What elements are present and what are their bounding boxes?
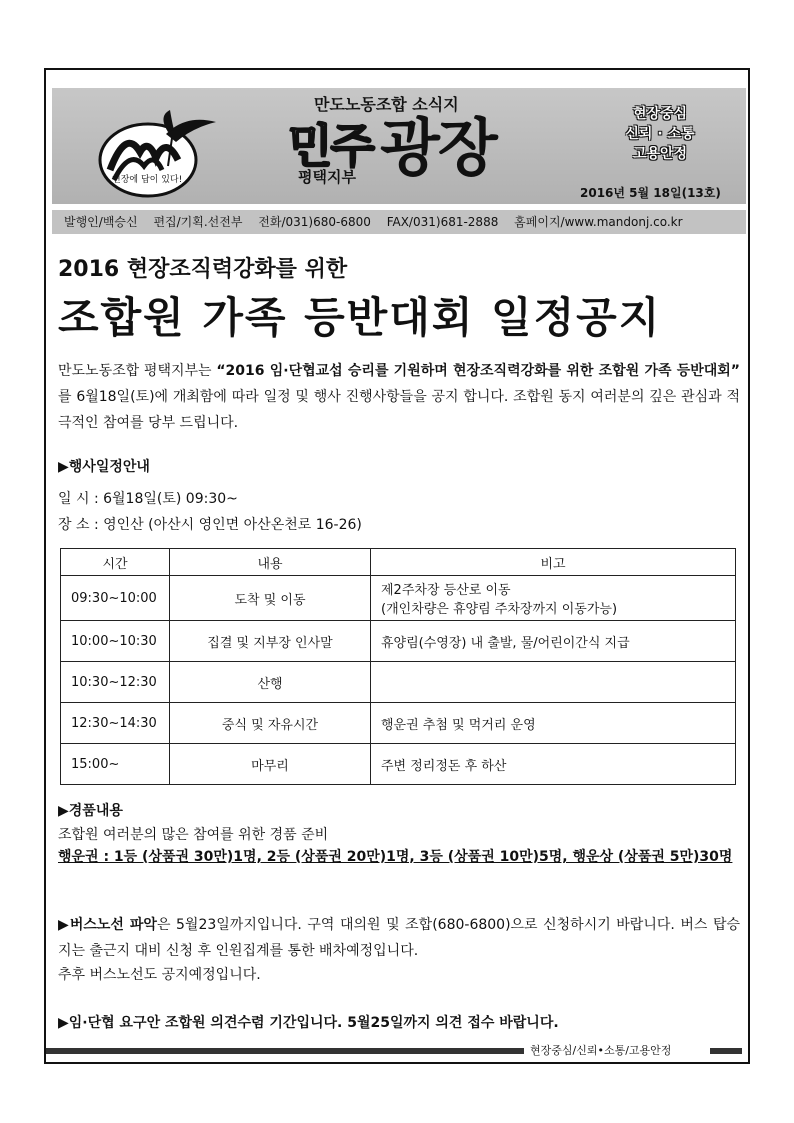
- slogan-line: 현장중심: [632, 106, 688, 122]
- bus-line: 추후 버스노선도 공지예정입니다.: [58, 967, 261, 983]
- content-cell: 도착 및 이동: [170, 576, 371, 621]
- intro-event-name: “2016 임·단협교섭 승리를 기원하며 현장조직력강화를 위한 조합원 가족 등반대회”: [216, 363, 741, 379]
- bus-heading: ▶버스노선 파악: [58, 917, 157, 933]
- date-line: 일 시 : 6월18일(토) 09:30~: [58, 491, 238, 507]
- schedule-table: [60, 548, 736, 785]
- schedule-heading: ▶행사일정안내: [58, 459, 150, 475]
- opinion-line: ▶임·단협 요구안 조합원 의견수렴 기간입니다. 5월25일까지 의견 접수 바랍니다.: [58, 1015, 559, 1031]
- note-cell: [371, 576, 736, 621]
- homepage-link[interactable]: 홈페이지/www.mandonj.co.kr: [514, 215, 683, 229]
- prize-detail-text: 행운권 : 1등 (상품권 30만)1명, 2등 (상품권 20만)1명, 3등 (상품권 10만)5명, 행운상 (상품권 5만)30명: [58, 849, 733, 865]
- table-row: [61, 744, 736, 785]
- intro-text: 를 6월18일(토)에 개최함에 따라 일정 및 행사 진행사항들을 공지 합니다. 조합원 동지 여러분의 깊은 관심과 적극적인 참여를 당부 드립니다.: [58, 389, 740, 431]
- masthead-title-part1: 민주: [288, 119, 373, 173]
- column-header: 내용: [170, 549, 371, 576]
- slogan-line: 고용안정: [632, 146, 688, 162]
- content-cell: 산행: [170, 662, 371, 703]
- time-cell: 10:30~12:30: [61, 662, 170, 703]
- masthead: [52, 88, 746, 234]
- note-line: (개인차량은 휴양림 주차장까지 이동가능): [381, 602, 618, 617]
- column-header: 비고: [371, 549, 736, 576]
- time-cell: 15:00~: [61, 744, 170, 785]
- table-row: [61, 662, 736, 703]
- logo-caption: 현장에 답이 있다!: [112, 175, 183, 185]
- content-cell: 집결 및 지부장 인사말: [170, 621, 371, 662]
- intro-text: 만도노동조합 평택지부는: [58, 363, 217, 379]
- table-row: [61, 621, 736, 662]
- masthead-slogan: [612, 104, 708, 164]
- time-cell: 12:30~14:30: [61, 703, 170, 744]
- time-cell: 09:30~10:00: [61, 576, 170, 621]
- footer-rule: [710, 1048, 742, 1054]
- time-cell: 10:00~10:30: [61, 621, 170, 662]
- footer-slogan: 현장중심/신뢰•소통/고용안정: [530, 1044, 672, 1057]
- note-line: 제2주차장 등산로 이동: [381, 583, 511, 598]
- phone: 전화/031)680-6800: [258, 215, 371, 229]
- issue-date: 2016년 5월 18일(13호): [580, 186, 721, 200]
- article-heading-large: 조합원 가족 등반대회 일정공지: [58, 293, 662, 342]
- prize-line: 조합원 여러분의 많은 참여를 위한 경품 준비: [58, 827, 329, 843]
- masthead-subtitle: 만도노동조합 소식지: [314, 95, 459, 114]
- content-cell: 중식 및 자유시간: [170, 703, 371, 744]
- masthead-branch: 평택지부: [298, 168, 356, 186]
- slogan-line: 신뢰 · 소통: [625, 126, 695, 142]
- bus-paragraph: [58, 912, 740, 964]
- footer-rule: [46, 1048, 524, 1054]
- note-cell: 행운권 추첨 및 먹거리 운영: [371, 703, 736, 744]
- editor: 편집/기획.선전부: [153, 215, 243, 229]
- note-cell: 주변 정리정돈 후 하산: [371, 744, 736, 785]
- intro-paragraph: [58, 358, 740, 436]
- masthead-banner: [52, 88, 746, 204]
- place-line: 장 소 : 영인산 (아산시 영인면 아산온천로 16-26): [58, 517, 362, 533]
- article-heading-small: 2016 현장조직력강화를 위한: [58, 257, 348, 282]
- masthead-title-part2: 광장: [380, 111, 496, 184]
- column-header: 시간: [61, 549, 170, 576]
- table-header-row: [61, 549, 736, 576]
- note-cell: [371, 662, 736, 703]
- table-row: [61, 703, 736, 744]
- bus-text: 은 5월23일까지입니다. 구역 대의원 및 조합(680-6800)으로 신청하시기 바랍니다. 버스 탑승지는 출근지 대비 신청 후 인원집계를 통한 배차예정입니다.: [58, 917, 740, 959]
- table-row: [61, 576, 736, 621]
- publisher: 발행인/백승신: [64, 215, 138, 229]
- note-cell: 휴양림(수영장) 내 출발, 물/어린이간식 지급: [371, 621, 736, 662]
- publisher-bar: [52, 210, 746, 234]
- content-cell: 마무리: [170, 744, 371, 785]
- prize-detail: [58, 844, 740, 870]
- fax: FAX/031)681-2888: [386, 215, 499, 229]
- prize-heading: ▶경품내용: [58, 803, 123, 819]
